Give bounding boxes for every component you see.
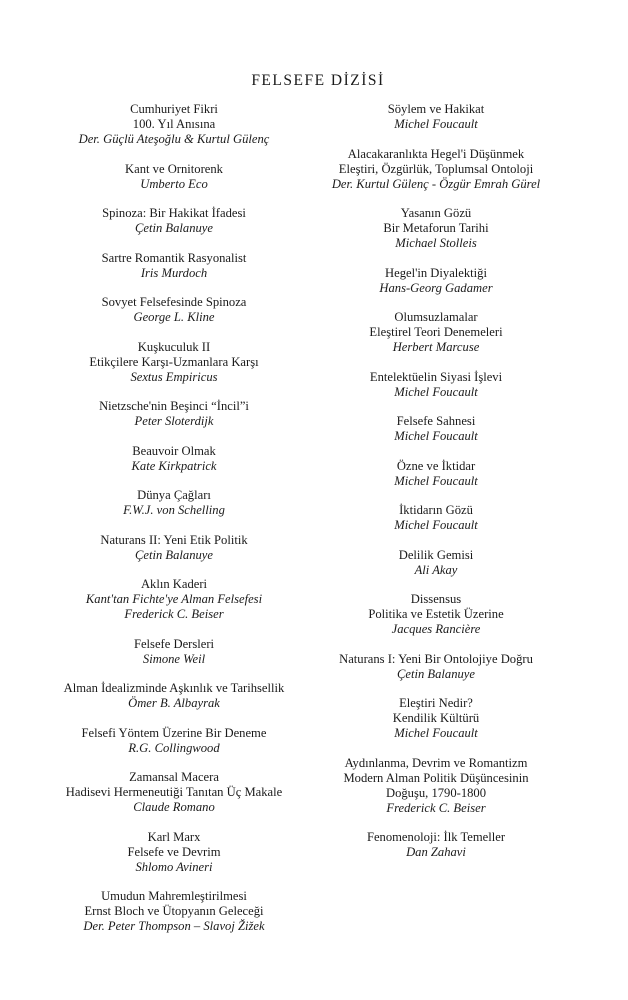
book-author: Michel Foucault	[394, 473, 478, 488]
book-author: Michel Foucault	[394, 384, 478, 399]
book-subtitle: Ernst Bloch ve Ütopyanın Geleceği	[84, 904, 264, 918]
book-title: Alman İdealizminde Aşkınlık ve Tarihsellik	[63, 681, 285, 695]
book-title: Kuşkuculuk II	[137, 339, 211, 354]
book-title: Yasanın Gözü	[400, 206, 472, 220]
book-subtitle: Hadisevi Hermeneutiği Tanıtan Üç Makale	[65, 785, 283, 799]
book-author: Iris Murdoch	[140, 265, 208, 280]
book-title: Alacakaranlıkta Hegel'i Düşünmek	[347, 146, 525, 161]
book-entry	[34, 444, 314, 474]
book-entry	[34, 726, 314, 756]
book-title: Entelektüelin Siyasi İşlevi	[369, 369, 503, 384]
book-entry	[296, 548, 576, 578]
book-subtitle: Kant'tan Fichte'ye Alman Felsefesi	[85, 592, 263, 606]
book-entry	[34, 295, 314, 325]
book-entry	[34, 533, 314, 563]
book-author: Frederick C. Beiser	[386, 800, 486, 815]
book-title: Fenomenoloji: İlk Temeller	[366, 830, 506, 844]
book-entry	[34, 102, 314, 147]
book-author: Der. Güçlü Ateşoğlu & Kurtul Gülenç	[78, 132, 270, 146]
book-author: F.W.J. von Schelling	[123, 503, 225, 517]
book-title: Naturans II: Yeni Etik Politik	[100, 532, 248, 547]
book-title: Sartre Romantik Rasyonalist	[101, 250, 247, 265]
book-entry	[34, 770, 314, 815]
book-title: Delilik Gemisi	[398, 547, 474, 562]
book-author: Simone Weil	[142, 651, 206, 666]
book-entry	[34, 830, 314, 875]
book-entry	[296, 503, 576, 533]
book-title: Sovyet Felsefesinde Spinoza	[101, 295, 247, 309]
book-subtitle: Bir Metaforun Tarihi	[383, 221, 489, 235]
book-author: Michel Foucault	[394, 726, 478, 740]
book-subtitle: Kendilik Kültürü	[392, 711, 480, 725]
book-entry	[34, 488, 314, 518]
book-author: Çetin Balanuye	[397, 666, 475, 681]
book-entry	[296, 370, 576, 400]
book-entry	[34, 681, 314, 711]
book-title: Dissensus	[410, 592, 462, 606]
book-author: Kate Kirkpatrick	[131, 458, 217, 473]
book-entry	[296, 266, 576, 296]
book-author: Michel Foucault	[394, 117, 478, 131]
book-title: Felsefi Yöntem Üzerine Bir Deneme	[81, 725, 267, 740]
book-entry	[34, 162, 314, 192]
book-author: R.G. Collingwood	[128, 740, 220, 755]
book-author: Jacques Rancière	[391, 622, 481, 636]
book-entry	[296, 652, 576, 682]
book-title: Beauvoir Olmak	[132, 443, 216, 458]
book-author: Der. Peter Thompson – Slavoj Žižek	[83, 919, 265, 933]
page-title: FELSEFE DİZİSİ	[251, 72, 385, 89]
book-author: Dan Zahavi	[406, 845, 466, 859]
book-title: Aklın Kaderi	[140, 577, 208, 591]
book-title: İktidarın Gözü	[399, 503, 473, 517]
book-author: Michel Foucault	[394, 518, 478, 532]
book-author: Hans-Georg Gadamer	[379, 280, 493, 295]
book-title: Olumsuzlamalar	[394, 310, 478, 324]
book-author: Umberto Eco	[140, 176, 208, 191]
book-subtitle: Modern Alman Politik Düşüncesinin	[343, 770, 529, 785]
book-title: Naturans I: Yeni Bir Ontolojiye Doğru	[339, 651, 533, 666]
book-subtitle: Eleştiri, Özgürlük, Toplumsal Ontoloji	[338, 161, 534, 176]
book-author: Michel Foucault	[394, 429, 478, 443]
book-title: Nietzsche'nin Beşinci “İncil”i	[99, 399, 249, 413]
book-entry	[296, 147, 576, 192]
book-title: Dünya Çağları	[137, 488, 211, 502]
book-title: Söylem ve Hakikat	[387, 102, 485, 116]
book-title: Eleştiri Nedir?	[399, 696, 473, 710]
book-title: Özne ve İktidar	[396, 458, 476, 473]
book-author: Çetin Balanuye	[135, 547, 213, 562]
book-title: Cumhuriyet Fikri	[130, 102, 218, 116]
book-author: Ali Akay	[414, 562, 458, 577]
book-author: Der. Kurtul Gülenç - Özgür Emrah Gürel	[331, 176, 541, 191]
book-title: Kant ve Ornitorenk	[125, 161, 223, 176]
book-author: Shlomo Avineri	[135, 859, 213, 874]
book-author: Claude Romano	[133, 800, 215, 814]
book-author: Herbert Marcuse	[392, 340, 480, 354]
book-title: Felsefe Sahnesi	[396, 414, 476, 428]
book-author: Ömer B. Albayrak	[128, 696, 220, 710]
book-entry	[34, 399, 314, 429]
book-entry	[34, 206, 314, 236]
book-entry	[296, 459, 576, 489]
book-entry	[296, 696, 576, 741]
book-subtitle: Felsefe ve Devrim	[127, 844, 221, 859]
book-entry	[296, 414, 576, 444]
book-title: Felsefe Dersleri	[133, 636, 215, 651]
book-author: Çetin Balanuye	[135, 221, 213, 235]
book-entry	[296, 592, 576, 637]
book-entry	[296, 830, 576, 860]
book-subtitle: Eleştirel Teori Denemeleri	[369, 325, 503, 339]
right-column	[296, 102, 576, 875]
book-subtitle: Etikçilere Karşı-Uzmanlara Karşı	[89, 354, 259, 369]
book-title: Hegel'in Diyalektiği	[385, 265, 487, 280]
book-title: Umudun Mahremleştirilmesi	[101, 889, 247, 903]
book-author: George L. Kline	[133, 310, 215, 324]
book-title: Aydınlanma, Devrim ve Romantizm	[344, 755, 528, 770]
book-subtitle: Doğuşu, 1790-1800	[385, 785, 487, 800]
book-title: Zamansal Macera	[129, 770, 219, 784]
book-entry	[34, 637, 314, 667]
book-entry	[34, 340, 314, 385]
book-entry	[296, 206, 576, 251]
book-author: Frederick C. Beiser	[124, 607, 224, 621]
left-column	[34, 102, 314, 949]
book-title: Karl Marx	[147, 829, 201, 844]
book-subtitle: Politika ve Estetik Üzerine	[368, 607, 504, 621]
book-entry	[296, 310, 576, 355]
book-subtitle: 100. Yıl Anısına	[132, 117, 216, 131]
book-author: Peter Sloterdijk	[134, 414, 214, 428]
book-entry	[34, 889, 314, 934]
book-author: Sextus Empiricus	[130, 369, 218, 384]
book-entry	[296, 102, 576, 132]
book-entry	[34, 577, 314, 622]
book-entry	[296, 756, 576, 816]
book-title: Spinoza: Bir Hakikat İfadesi	[102, 206, 246, 220]
book-author: Michael Stolleis	[395, 236, 477, 250]
book-entry	[34, 251, 314, 281]
